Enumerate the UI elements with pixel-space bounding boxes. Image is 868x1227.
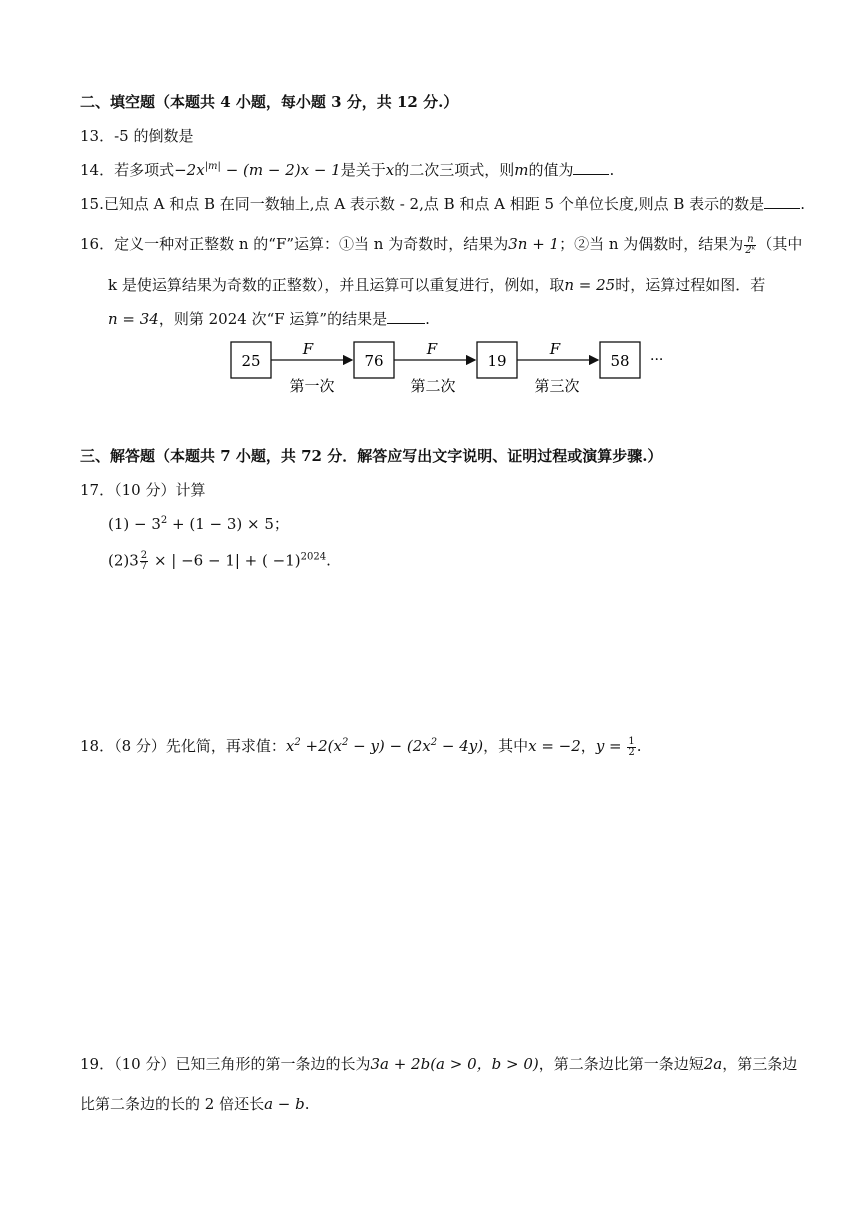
variable: m: [514, 161, 529, 179]
exponent: 2: [341, 737, 349, 748]
question-text: k 是使运算结果为奇数的正整数），并且运算可以重复进行，例如，取: [108, 276, 565, 294]
fraction-denominator: 2ᵏ: [745, 244, 756, 256]
expr-part: − y) − (2x: [348, 737, 431, 755]
period: .: [609, 161, 615, 179]
question-text: （8 分）先化简，再求值：: [114, 737, 286, 755]
exponent: 2: [294, 737, 301, 748]
expression: y =: [595, 737, 627, 755]
question-text: 是关于: [340, 161, 386, 179]
flow-op-label: F: [549, 340, 561, 358]
fraction: [744, 235, 756, 256]
flow-ellipsis: ···: [650, 352, 664, 368]
question-16-line-2: [108, 274, 765, 295]
variable: x: [385, 161, 395, 179]
answer-blank[interactable]: [387, 309, 425, 324]
question-text: 若多项式: [114, 161, 175, 179]
expr-part: x: [285, 737, 295, 755]
expression: a − b: [264, 1095, 305, 1113]
question-text: （10 分）已知三角形的第一条边的长为: [114, 1055, 371, 1073]
question-13: [80, 125, 193, 146]
fraction-numerator: 1: [628, 735, 635, 747]
expression: n = 25: [564, 276, 616, 294]
section-title-fill-in: 二、填空题（本题共 4 小题，每小题 3 分，共 12 分.）: [80, 93, 459, 111]
flow-step-label: 第一次: [289, 377, 335, 395]
question-text: ，: [580, 737, 596, 755]
polynomial-expression: [174, 161, 341, 179]
period: .: [304, 1095, 310, 1113]
question-text: （其中: [757, 235, 803, 253]
expr-part: −2x: [174, 161, 205, 179]
expression: × | −6 − 1| + ( −1): [149, 551, 301, 570]
fraction-numerator: n: [744, 235, 756, 246]
period: .: [800, 195, 805, 213]
f-operation-flow-diagram: [228, 338, 688, 400]
answer-blank[interactable]: [764, 194, 800, 209]
question-number: 13．: [80, 127, 115, 145]
question-text: ，第二条边比第一条边短: [538, 1055, 704, 1073]
question-19-line-1: [80, 1053, 797, 1074]
question-text: 时，运算过程如图．若: [615, 276, 766, 294]
question-text: -5 的倒数是: [114, 127, 194, 145]
question-17-part-1: [108, 513, 289, 534]
question-text: 的值为: [528, 161, 574, 179]
fraction-denominator: 2: [628, 746, 635, 758]
flow-box-3: [477, 342, 517, 378]
expression: 2a: [703, 1055, 723, 1073]
question-17: [80, 479, 205, 500]
exponent: |m|: [204, 161, 221, 172]
answer-blank[interactable]: [573, 160, 609, 175]
exponent: 2024: [300, 551, 327, 563]
question-number: 15.: [80, 195, 104, 213]
question-16-line-1: [80, 233, 802, 256]
period: .: [326, 551, 331, 570]
flow-box-value: 76: [364, 352, 384, 370]
exponent: 2: [160, 515, 168, 526]
expr-part: +2(x: [300, 737, 342, 755]
fraction-denominator: 7: [140, 561, 148, 572]
question-number: 17．: [80, 481, 115, 499]
question-14: [80, 159, 614, 180]
exponent: 2: [430, 737, 438, 748]
flow-box-2: [354, 342, 394, 378]
expression: [286, 737, 483, 755]
question-text: ，第三条边: [722, 1055, 798, 1073]
flow-box-value: 58: [610, 352, 630, 370]
expression: (2)3: [108, 551, 139, 570]
expression: 3n + 1: [508, 235, 560, 253]
period: .: [425, 310, 430, 328]
question-text: 比第二条边的长的 2 倍还长: [80, 1095, 265, 1113]
question-text: ；②当 n 为偶数时，结果为: [559, 235, 744, 253]
question-text: （10 分）计算: [114, 481, 206, 499]
question-number: 16．: [80, 235, 115, 253]
question-text: ，其中: [483, 737, 529, 755]
flow-op-label: F: [302, 340, 314, 358]
period: .: [636, 737, 642, 755]
question-text: 已知点 A 和点 B 在同一数轴上,点 A 表示数 - 2,点 B 和点 A 相距 5 个单位长度,则点 B 表示的数是: [103, 195, 765, 213]
expr-part: − (m − 2)x − 1: [220, 161, 341, 179]
expression: + (1 − 3) × 5；: [167, 515, 289, 533]
question-number: 14．: [80, 161, 115, 179]
question-text: ，则第 2024 次“F 运算”的结果是: [158, 310, 388, 328]
question-18: [80, 735, 642, 758]
question-text: 的二次三项式，则: [394, 161, 515, 179]
fraction: [627, 737, 635, 758]
flow-box-4: [600, 342, 640, 378]
expression: x = −2: [528, 737, 581, 755]
expr-part: − 4y): [437, 737, 484, 755]
section-title-solutions: 三、解答题（本题共 7 小题，共 72 分．解答应写出文字说明、证明过程或演算步骤.）: [80, 447, 663, 465]
flow-box-1: [231, 342, 271, 378]
flow-op-label: F: [426, 340, 438, 358]
flow-step-label: 第三次: [534, 377, 580, 395]
question-number: 19．: [80, 1055, 115, 1073]
question-19-line-2: [80, 1093, 310, 1114]
mixed-fraction: [140, 551, 148, 572]
flow-step-label: 第二次: [410, 377, 456, 395]
question-15: [80, 193, 805, 214]
expression: (1) − 3: [108, 515, 161, 533]
question-number: 18．: [80, 737, 115, 755]
question-17-part-2: [108, 551, 331, 572]
flow-box-value: 25: [241, 352, 261, 370]
fraction-numerator: 2: [140, 550, 148, 561]
expression: n = 34: [108, 310, 159, 328]
question-text: 定义一种对正整数 n 的“F”运算：①当 n 为奇数时，结果为: [114, 235, 509, 253]
expression: 3a + 2b(a > 0，b > 0): [370, 1055, 539, 1073]
flow-box-value: 19: [487, 352, 507, 370]
question-16-line-3: [108, 308, 430, 329]
